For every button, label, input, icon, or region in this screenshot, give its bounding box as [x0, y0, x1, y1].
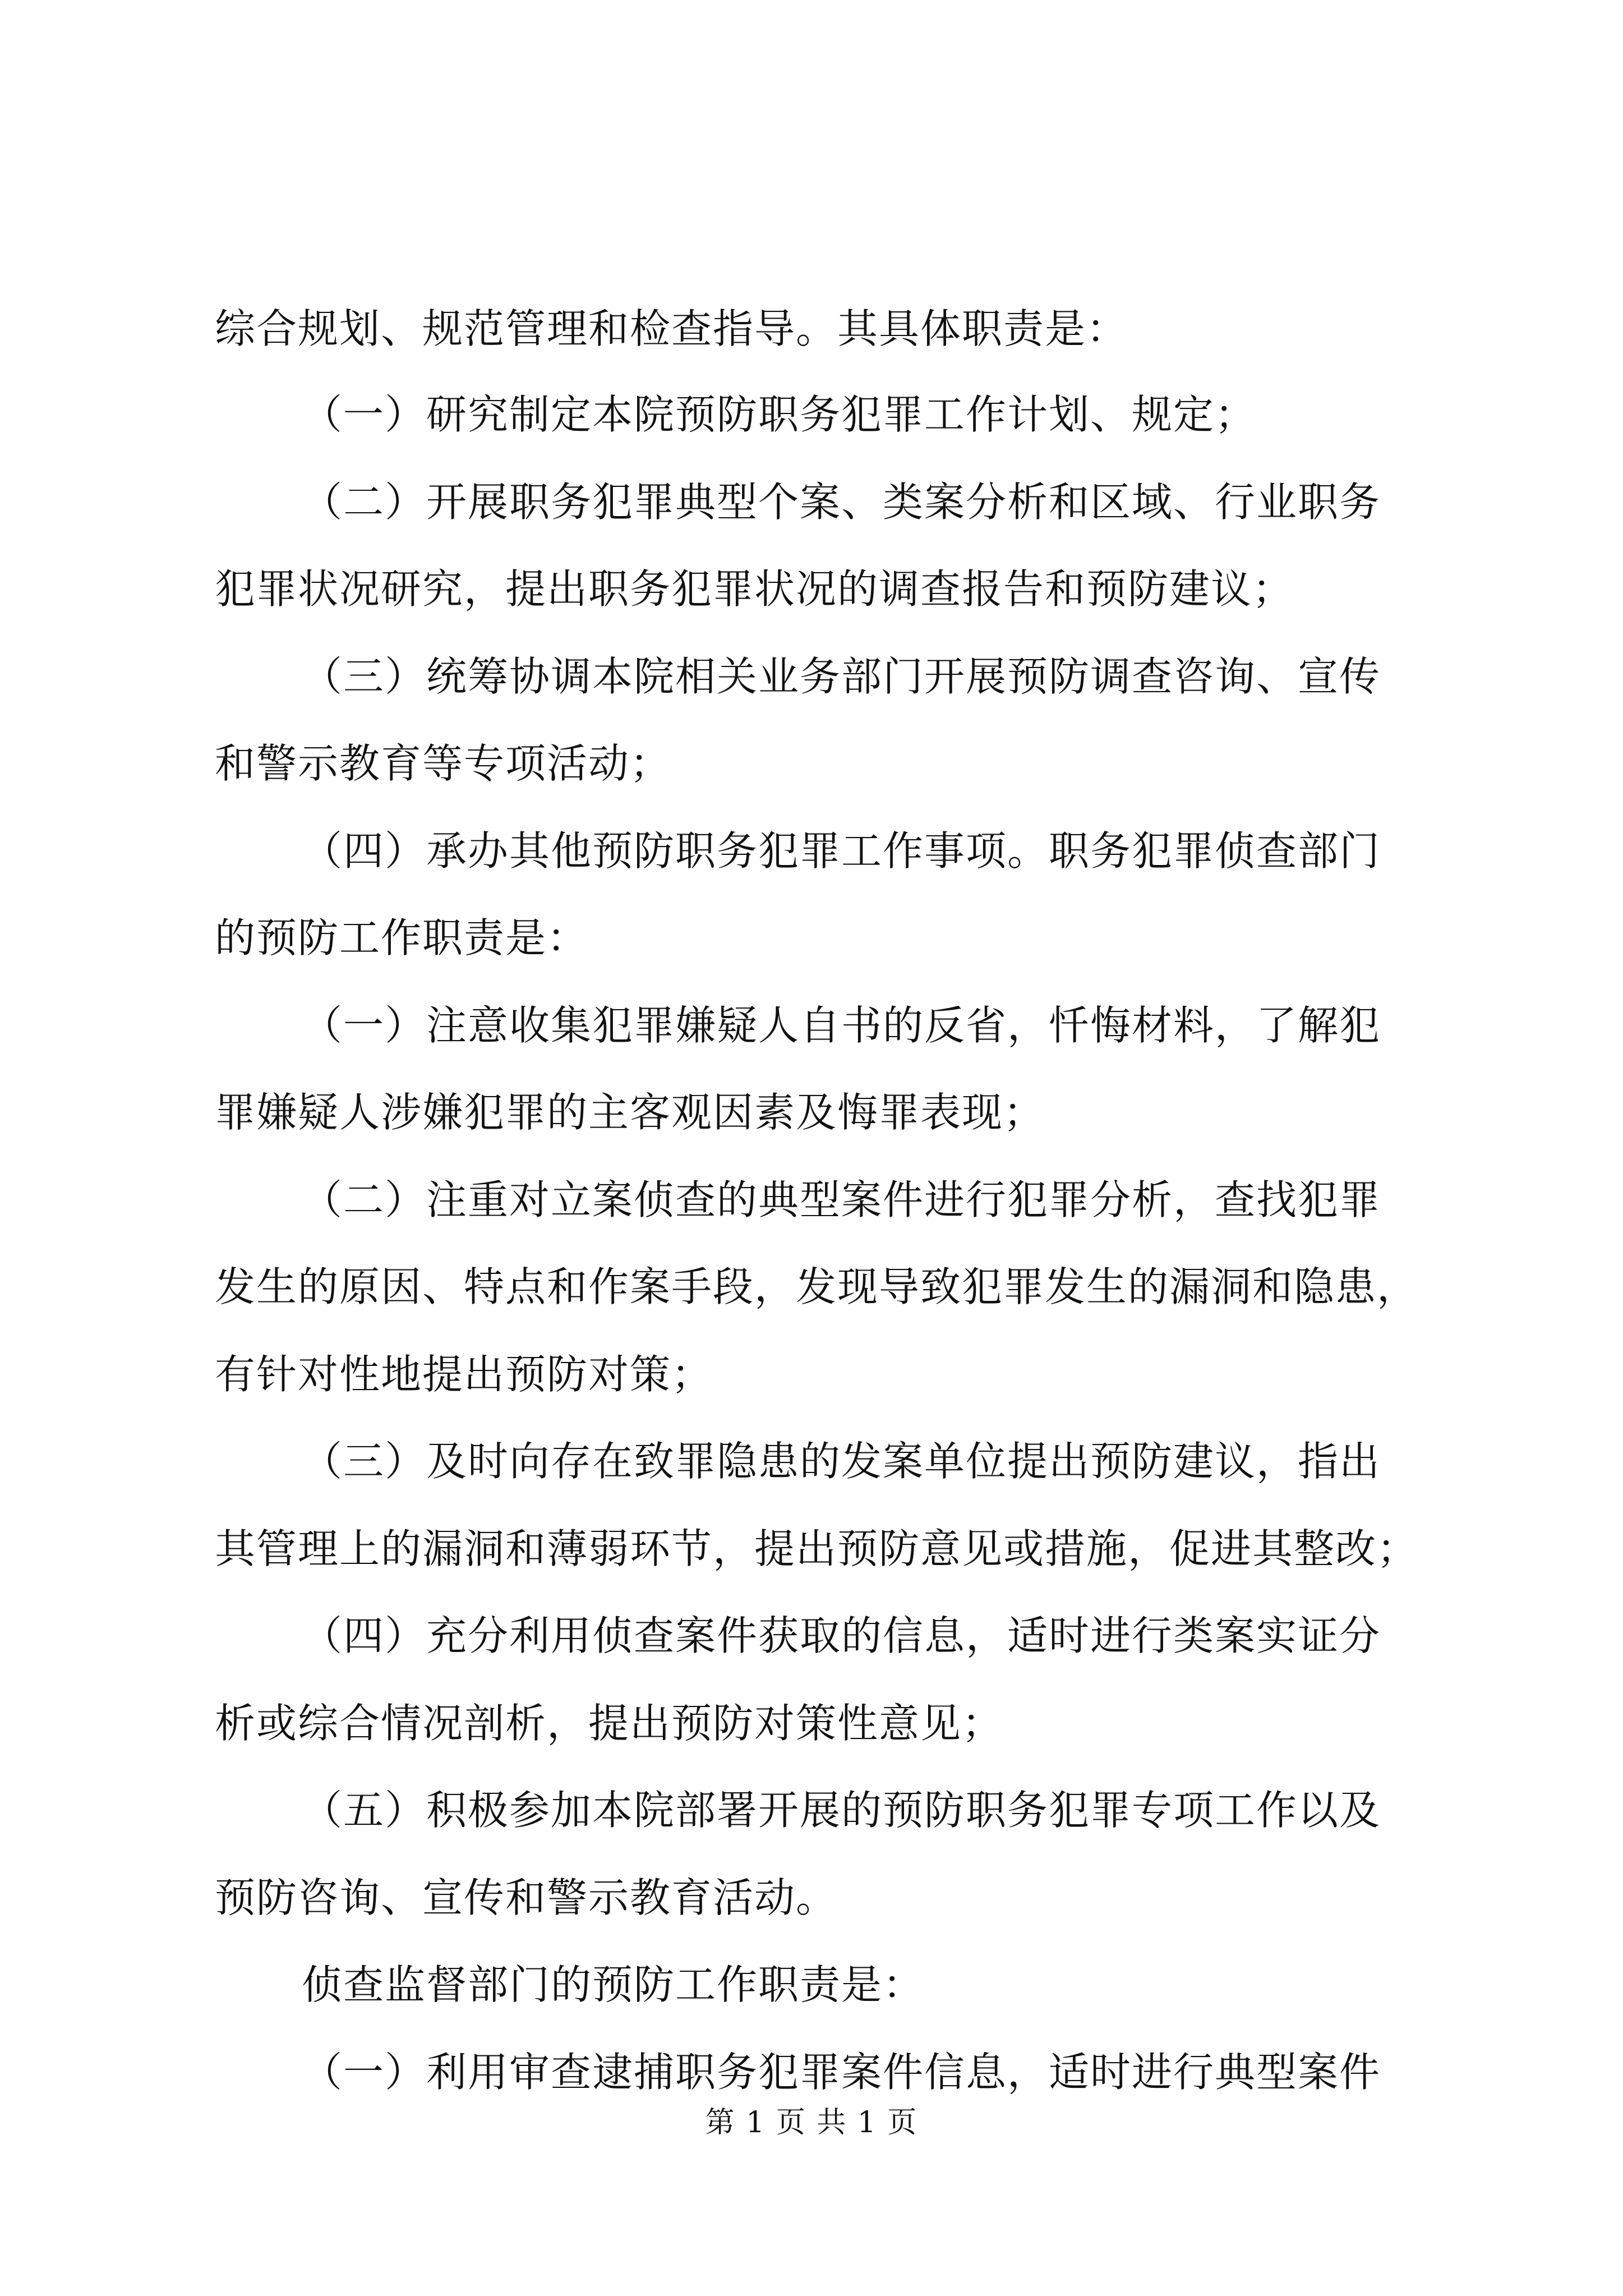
text-line: 发生的原因、特点和作案手段，发现导致犯罪发生的漏洞和隐患， — [215, 1263, 1419, 1310]
text-line: 侦查监督部门的预防工作职责是： — [302, 1961, 925, 2008]
text-line: （一）利用审查逮捕职务犯罪案件信息，适时进行典型案件 — [302, 2049, 1381, 2096]
page-number-footer: 第 1 页 共 1 页 — [705, 2106, 918, 2139]
text-line: 的预防工作职责是： — [215, 914, 589, 961]
text-line: 和警示教育等专项活动； — [215, 740, 672, 787]
text-line: （四）充分利用侦查案件获取的信息，适时进行类案实证分 — [302, 1612, 1381, 1659]
text-line: 犯罪状况研究，提出职务犯罪状况的调查报告和预防建议； — [215, 565, 1294, 613]
text-line: 有针对性地提出预防对策； — [215, 1351, 713, 1398]
text-line: 综合规划、规范管理和检查指导。其具体职责是： — [215, 305, 1128, 352]
text-line: 预防咨询、宣传和警示教育活动。 — [215, 1874, 838, 1921]
text-line: （一）注意收集犯罪嫌疑人自书的反省，忏悔材料，了解犯 — [302, 1002, 1381, 1049]
text-line: （二）注重对立案侦查的典型案件进行犯罪分析，查找犯罪 — [302, 1176, 1381, 1223]
text-line: 罪嫌疑人涉嫌犯罪的主客观因素及悔罪表现； — [215, 1089, 1045, 1136]
text-line: （五）积极参加本院部署开展的预防职务犯罪专项工作以及 — [302, 1787, 1381, 1834]
text-line: 其管理上的漏洞和薄弱环节，提出预防意见或措施，促进其整改； — [215, 1525, 1419, 1572]
text-line: （三）及时向存在致罪隐患的发案单位提出预防建议，指出 — [302, 1438, 1381, 1485]
text-line: （四）承办其他预防职务犯罪工作事项。职务犯罪侦查部门 — [302, 827, 1381, 875]
text-line: （一）研究制定本院预防职务犯罪工作计划、规定； — [302, 391, 1257, 438]
text-line: （三）统筹协调本院相关业务部门开展预防调查咨询、宣传 — [302, 653, 1381, 700]
text-line: （二）开展职务犯罪典型个案、类案分析和区域、行业职务 — [302, 478, 1381, 526]
text-line: 析或综合情况剖析，提出预防对策性意见； — [215, 1700, 1004, 1747]
